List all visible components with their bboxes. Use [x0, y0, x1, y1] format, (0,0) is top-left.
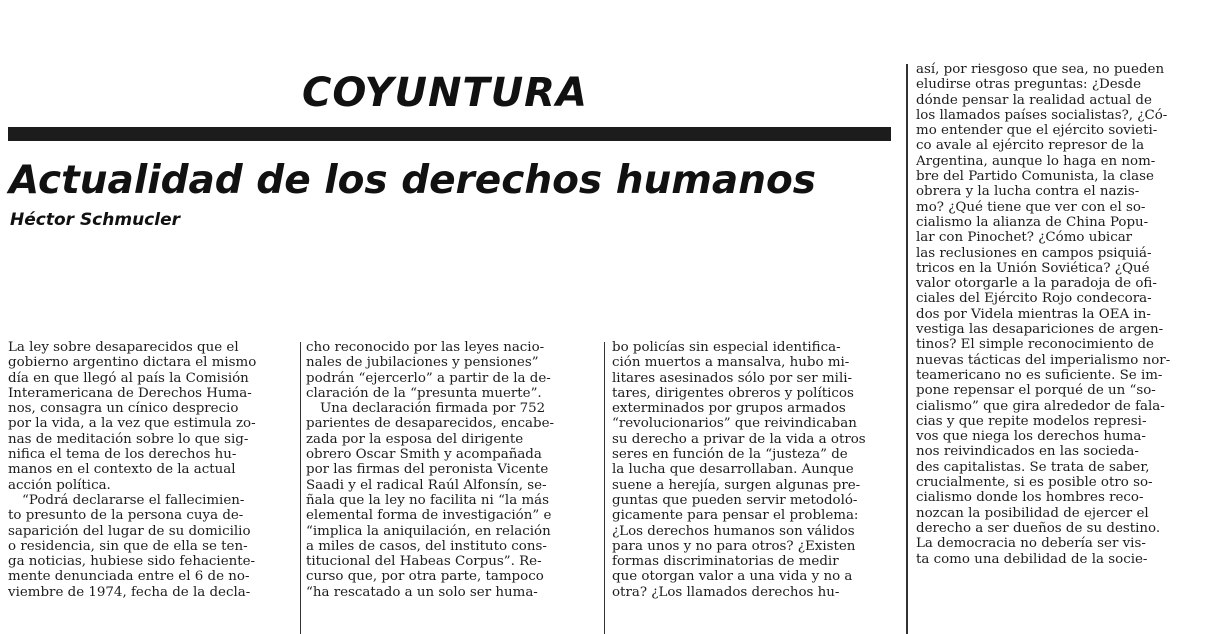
text-line: cho reconocido por las leyes nacio-	[306, 340, 545, 355]
text-line: los llamados países socialistas?, ¿Có-	[916, 107, 1168, 123]
text-line: “revolucionarios” que reivindicaban	[612, 416, 857, 432]
text-line: ciales del Ejército Rojo condecora-	[916, 291, 1152, 307]
text-line: así, por riesgoso que sea, no pueden	[916, 62, 1165, 77]
text-line: nos, consagra un cínico desprecio	[8, 401, 239, 417]
text-line: bo policías sin especial identifica-	[612, 340, 841, 355]
text-line: nales de jubilaciones y pensiones”	[306, 355, 539, 371]
text-line: claración de la “presunta muerte”.	[306, 385, 542, 401]
text-line: Una declaración firmada por 752	[320, 401, 546, 417]
text-line: para unos y no para otros? ¿Existen	[612, 538, 856, 554]
text-line: “implica la aniquilación, en relación	[306, 523, 551, 539]
text-line: des capitalistas. Se trata de saber,	[916, 459, 1150, 475]
text-line: bre del Partido Comunista, la clase	[916, 169, 1154, 185]
text-line: viembre de 1974, fecha de la decla-	[8, 584, 251, 600]
text-line: dónde pensar la realidad actual de	[916, 92, 1152, 108]
text-line: seres en función de la “justeza” de	[612, 447, 848, 463]
text-line: saparición del lugar de su domicilio	[8, 523, 251, 539]
article-headline: Actualidad de los derechos humanos	[9, 158, 816, 203]
text-line: ción muertos a mansalva, hubo mi-	[612, 355, 850, 371]
text-line: Argentina, aunque lo haga en nom-	[916, 153, 1156, 169]
text-line: por las firmas del peronista Vicente	[306, 462, 549, 478]
section-title: COYUNTURA	[302, 70, 588, 116]
text-line: ga noticias, hubiese sido fehaciente-	[8, 554, 256, 570]
text-line: o residencia, sin que de ella se ten-	[8, 538, 248, 554]
text-line: mo entender que el ejército sovieti-	[916, 123, 1158, 139]
text-line: valor otorgarle a la paradoja de ofi-	[916, 276, 1157, 292]
text-line: nos reivindicados en las socieda-	[916, 444, 1139, 460]
text-line: to presunto de la persona cuya de-	[8, 508, 244, 524]
text-line: parientes de desaparecidos, encabe-	[306, 416, 555, 432]
text-line: tares, dirigentes obreros y políticos	[612, 385, 854, 401]
text-line: gicamente para pensar el problema:	[612, 508, 859, 524]
text-line: obrero Oscar Smith y acompañada	[306, 447, 542, 463]
text-line: Interamericana de Derechos Huma-	[8, 385, 252, 401]
text-line: cialismo la alianza de China Popu-	[916, 214, 1149, 230]
text-line: tinos? El simple reconocimiento de	[916, 337, 1154, 353]
text-line: derecho a ser dueños de su destino.	[916, 520, 1161, 536]
text-line: “ha rescatado a un solo ser huma-	[306, 584, 538, 600]
text-line: a miles de casos, del instituto cons-	[306, 538, 547, 554]
text-line: ¿Los derechos humanos son válidos	[612, 523, 855, 539]
text-line: tricos en la Unión Soviética? ¿Qué	[916, 260, 1150, 276]
text-line: nozcan la posibilidad de ejercer el	[916, 505, 1149, 521]
text-line: “Podrá declararse el fallecimien-	[22, 492, 245, 508]
text-line: suene a herejía, surgen algunas pre-	[612, 477, 861, 493]
text-line: crucialmente, si es posible otro so-	[916, 475, 1153, 491]
text-line: día en que llegó al país la Comisión	[8, 370, 249, 386]
text-line: co avale al ejército represor de la	[916, 138, 1145, 154]
text-line: nas de meditación sobre lo que sig-	[8, 431, 249, 447]
text-line: acción política.	[8, 477, 111, 493]
column-divider	[604, 342, 605, 634]
text-line: zada por la esposa del dirigente	[306, 431, 524, 447]
text-line: La democracia no debería ser vis-	[916, 536, 1146, 552]
section-rule	[8, 127, 891, 141]
text-line: vos que niega los derechos huma-	[916, 429, 1146, 445]
text-line: teamericano no es suficiente. Se im-	[916, 367, 1163, 383]
text-line: titucional del Habeas Corpus”. Re-	[306, 554, 542, 570]
text-line: formas discriminatorias de medir	[612, 554, 839, 570]
text-column-4	[916, 62, 1208, 634]
text-column-3	[612, 340, 900, 634]
text-line: por la vida, a la vez que estimula zo-	[8, 416, 256, 432]
text-line: elemental forma de investigación” e	[306, 508, 552, 524]
text-line: obrera y la lucha contra el nazis-	[916, 184, 1140, 200]
text-column-1	[8, 340, 296, 634]
text-line: que otorgan valor a una vida y no a	[612, 569, 853, 585]
text-line: curso que, por otra parte, tampoco	[306, 569, 544, 585]
text-line: lar con Pinochet? ¿Cómo ubicar	[916, 230, 1133, 246]
text-line: mo? ¿Qué tiene que ver con el so-	[916, 199, 1146, 215]
text-line: cialismo” que gira alrededor de fala-	[916, 398, 1165, 414]
text-line: su derecho a privar de la vida a otros	[612, 431, 866, 447]
column-divider	[906, 64, 908, 634]
text-column-2	[306, 340, 598, 634]
text-line: la lucha que desarrollaban. Aunque	[612, 462, 854, 478]
text-line: cias y que repite modelos represi-	[916, 413, 1147, 429]
text-line: nifica el tema de los derechos hu-	[8, 447, 237, 463]
text-line: nuevas tácticas del imperialismo nor-	[916, 352, 1171, 368]
text-line: otra? ¿Los llamados derechos hu-	[612, 584, 840, 600]
text-line: dos por Videla mientras la OEA in-	[916, 306, 1151, 322]
text-line: gobierno argentino dictara el mismo	[8, 355, 257, 371]
text-line: ta como una debilidad de la socie-	[916, 551, 1148, 567]
text-line: mente denunciada entre el 6 de no-	[8, 569, 250, 585]
text-line: podrán “ejercerlo” a partir de la de-	[306, 370, 551, 386]
text-line: exterminados por grupos armados	[612, 401, 846, 417]
article-byline: Héctor Schmucler	[10, 210, 180, 230]
text-line: cialismo donde los hombres reco-	[916, 490, 1144, 506]
column-divider	[300, 342, 301, 634]
text-line: manos en el contexto de la actual	[8, 462, 236, 478]
text-line: las reclusiones en campos psiquiá-	[916, 245, 1152, 261]
text-line: litares asesinados sólo por ser mili-	[612, 370, 853, 386]
text-line: eludirse otras preguntas: ¿Desde	[916, 77, 1142, 93]
text-line: ñala que la ley no facilita ni “la más	[306, 492, 549, 508]
text-line: guntas que pueden servir metodoló-	[612, 492, 858, 508]
text-line: Saadi y el radical Raúl Alfonsín, se-	[306, 477, 547, 493]
text-line: La ley sobre desaparecidos que el	[8, 340, 239, 355]
text-line: vestiga las desapariciones de argen-	[916, 322, 1164, 338]
text-line: pone repensar el porqué de un “so-	[916, 383, 1156, 399]
